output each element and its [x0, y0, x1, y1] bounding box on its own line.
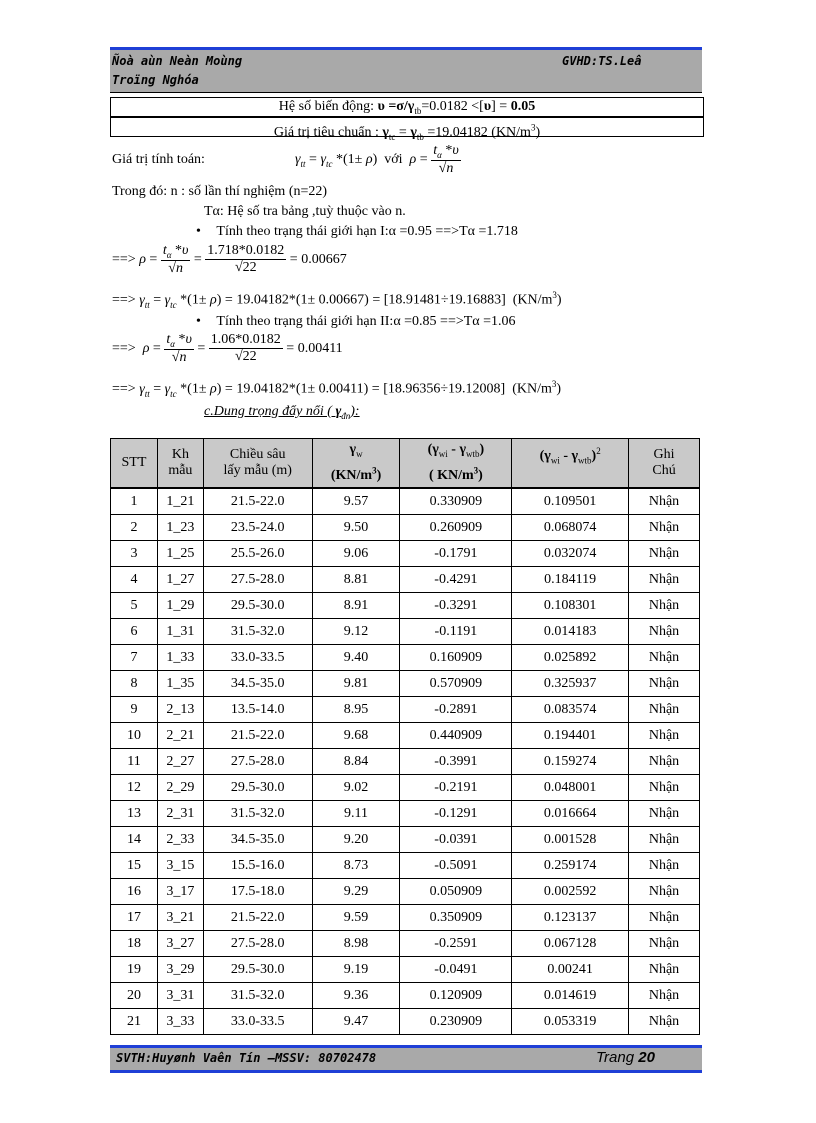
table-cell: 0.014619 [512, 983, 629, 1009]
bullet-dot: • [196, 314, 201, 329]
page-number: 20 [638, 1049, 655, 1066]
gamma-1: ==> $\gamma_{tt} = \gamma_{tc}$ *(1± ρ) = 19.04182*(1± 0.00667) = [18.91481÷19.16883] $(KN/m^3)$ [112, 290, 562, 310]
table-cell: 0.260909 [400, 515, 512, 541]
table-cell: 17 [111, 905, 158, 931]
table-cell: Nhận [629, 749, 700, 775]
table-cell: 34.5-35.0 [203, 827, 312, 853]
bullet-dot: • [196, 224, 201, 239]
table-cell: 12 [111, 775, 158, 801]
table-cell: 15 [111, 853, 158, 879]
table-cell: 29.5-30.0 [203, 775, 312, 801]
table-cell: 9.02 [312, 775, 400, 801]
table-cell: Nhận [629, 1009, 700, 1035]
table-cell: 3_29 [157, 957, 203, 983]
table-cell: 1_29 [157, 593, 203, 619]
table-cell: 1_33 [157, 645, 203, 671]
table-cell: 2_29 [157, 775, 203, 801]
table-cell: 9.36 [312, 983, 400, 1009]
table-cell: 29.5-30.0 [203, 593, 312, 619]
table-cell: Nhận [629, 827, 700, 853]
table-cell: 0.160909 [400, 645, 512, 671]
table-cell: 31.5-32.0 [203, 619, 312, 645]
table-cell: 0.068074 [512, 515, 629, 541]
rho-1: ==> ρ = $\frac{t_\alpha *\upsilon}{√n}$ = $\frac{1.718*0.0182}{√22}$ = 0.00667 [112, 243, 347, 276]
table-cell: 0.330909 [400, 488, 512, 515]
table-cell: 5 [111, 593, 158, 619]
table-cell: 8.98 [312, 931, 400, 957]
table-cell: 1_35 [157, 671, 203, 697]
table-cell: 11 [111, 749, 158, 775]
data-table [110, 438, 700, 1035]
table-cell: 23.5-24.0 [203, 515, 312, 541]
table-cell: 3_33 [157, 1009, 203, 1035]
table-cell: 9.68 [312, 723, 400, 749]
table-cell: 9.11 [312, 801, 400, 827]
table-cell: 7 [111, 645, 158, 671]
col-gamma-w: $\gamma_w$ $(KN/m^3)$ [312, 439, 400, 489]
footer-student: SVTH:Huyønh Vaên Tín –MSSV: 80702478 [116, 1051, 377, 1065]
table-cell: 27.5-28.0 [203, 749, 312, 775]
table-cell: 34.5-35.0 [203, 671, 312, 697]
table-row [111, 801, 700, 827]
table-cell: 9.81 [312, 671, 400, 697]
table-cell: 21.5-22.0 [203, 723, 312, 749]
table-cell: 9.57 [312, 488, 400, 515]
table-cell: -0.1291 [400, 801, 512, 827]
table-cell: 13.5-14.0 [203, 697, 312, 723]
rho-2: ==> ρ = $\frac{t_\alpha *\upsilon}{√n}$ = $\frac{1.06*0.0182}{√22}$ = 0.00411 [112, 332, 343, 365]
table-cell: 33.0-33.5 [203, 645, 312, 671]
table-cell: 21.5-22.0 [203, 488, 312, 515]
table-cell: Nhận [629, 775, 700, 801]
table-cell: -0.3991 [400, 749, 512, 775]
table-cell: 9.50 [312, 515, 400, 541]
bullet-2 [196, 314, 516, 330]
table-cell: 0.002592 [512, 879, 629, 905]
table-cell: 3_27 [157, 931, 203, 957]
table-cell: 2_33 [157, 827, 203, 853]
footer-page [596, 1049, 655, 1066]
table-cell: 27.5-28.0 [203, 567, 312, 593]
table-cell: 0.083574 [512, 697, 629, 723]
table-row [111, 593, 700, 619]
table-cell: 13 [111, 801, 158, 827]
table-cell: 1_23 [157, 515, 203, 541]
table-row [111, 1009, 700, 1035]
table-cell: -0.0391 [400, 827, 512, 853]
table-row [111, 983, 700, 1009]
table-cell: 4 [111, 567, 158, 593]
table-cell: -0.2191 [400, 775, 512, 801]
table-cell: 0.014183 [512, 619, 629, 645]
table-row [111, 515, 700, 541]
table-cell: 31.5-32.0 [203, 983, 312, 1009]
table-cell: 1_21 [157, 488, 203, 515]
table-cell: 1_27 [157, 567, 203, 593]
table-cell: 29.5-30.0 [203, 957, 312, 983]
table-cell: 0.570909 [400, 671, 512, 697]
table-cell: 21 [111, 1009, 158, 1035]
section-title: c.Dung trọng đẩy nổi ( $\gamma_{đn}$): [204, 404, 360, 421]
table-cell: 17.5-18.0 [203, 879, 312, 905]
table-row [111, 879, 700, 905]
table-cell: Nhận [629, 983, 700, 1009]
table-cell: 18 [111, 931, 158, 957]
table-cell: Nhận [629, 593, 700, 619]
table-cell: -0.1191 [400, 619, 512, 645]
gamma-2: ==> $\gamma_{tt} = \gamma_{tc}$ *(1± ρ) = 19.04182*(1± 0.00411) = [18.96356÷19.12008] $(KN/m^3)$ [112, 379, 562, 399]
table-cell: 9.12 [312, 619, 400, 645]
box-line-2 [110, 117, 704, 142]
table-cell: 0.108301 [512, 593, 629, 619]
table-cell: 25.5-26.0 [203, 541, 312, 567]
table-cell: 9 [111, 697, 158, 723]
table-cell: 19 [111, 957, 158, 983]
table-cell: 9.47 [312, 1009, 400, 1035]
header-left-line1: Ñoà aùn Neàn Moùng [112, 54, 243, 68]
table-cell: -0.2591 [400, 931, 512, 957]
table-cell: 0.001528 [512, 827, 629, 853]
table-cell: 0.050909 [400, 879, 512, 905]
col-chieu-sau: Chiều sâu lấy mẫu (m) [203, 439, 312, 489]
col-kh-mau: Kh mẫu [157, 439, 203, 489]
table-cell: Nhận [629, 723, 700, 749]
table-cell: 20 [111, 983, 158, 1009]
table-cell: 0.025892 [512, 645, 629, 671]
col-diff-sq: $(\gamma_{wi} - \gamma_{wtb})^2$ [512, 439, 629, 489]
table-cell: 1_25 [157, 541, 203, 567]
table-cell: 8.91 [312, 593, 400, 619]
table-cell: 9.20 [312, 827, 400, 853]
table-cell: 2_13 [157, 697, 203, 723]
table-cell: Nhận [629, 671, 700, 697]
table-cell: Nhận [629, 905, 700, 931]
table-cell: 8.84 [312, 749, 400, 775]
table-row [111, 723, 700, 749]
table-cell: 0.259174 [512, 853, 629, 879]
page-label: Trang [596, 1049, 635, 1066]
table-cell: 8.95 [312, 697, 400, 723]
table-cell: 9.40 [312, 645, 400, 671]
table-cell: Nhận [629, 619, 700, 645]
table-row [111, 853, 700, 879]
table-cell: 3 [111, 541, 158, 567]
table-cell: 0.00241 [512, 957, 629, 983]
table-cell: -0.0491 [400, 957, 512, 983]
table-cell: 0.123137 [512, 905, 629, 931]
table-row [111, 567, 700, 593]
table-row [111, 619, 700, 645]
table-cell: 0.032074 [512, 541, 629, 567]
table-row [111, 749, 700, 775]
table-row [111, 645, 700, 671]
table-cell: 9.19 [312, 957, 400, 983]
table-row [111, 697, 700, 723]
table-cell: 0.230909 [400, 1009, 512, 1035]
table-cell: 6 [111, 619, 158, 645]
bullet-1 [196, 224, 518, 240]
table-cell: Nhận [629, 697, 700, 723]
col-diff: $(\gamma_{wi} - \gamma_{wtb})$ ( $KN/m^3$) [400, 439, 512, 489]
gia-tri-tinh-toan-label: Giá trị tính toán: [112, 152, 205, 167]
table-row [111, 671, 700, 697]
table-cell: -0.5091 [400, 853, 512, 879]
table-cell: Nhận [629, 931, 700, 957]
table-row [111, 827, 700, 853]
table-cell: 9.29 [312, 879, 400, 905]
table-cell: 0.109501 [512, 488, 629, 515]
header-right: GVHD:TS.Leâ [562, 54, 642, 68]
table-cell: 16 [111, 879, 158, 905]
table-cell: 15.5-16.0 [203, 853, 312, 879]
header-left-line2: Troïng Nghóa [112, 73, 199, 87]
footer-bottom-line [110, 1070, 702, 1073]
table-cell: Nhận [629, 541, 700, 567]
trong-do: Trong đó: n : số lần thí nghiệm (n=22) [112, 184, 328, 199]
col-stt: STT [111, 439, 158, 489]
table-row [111, 488, 700, 515]
table-cell: -0.4291 [400, 567, 512, 593]
col-ghi-chu: Ghi Chú [629, 439, 700, 489]
table-cell: 0.016664 [512, 801, 629, 827]
table-cell: 0.325937 [512, 671, 629, 697]
table-cell: 31.5-32.0 [203, 801, 312, 827]
table-cell: -0.2891 [400, 697, 512, 723]
table-cell: 8.73 [312, 853, 400, 879]
table-cell: Nhận [629, 645, 700, 671]
table-cell: 3_17 [157, 879, 203, 905]
table-cell: 0.120909 [400, 983, 512, 1009]
table-cell: 3_31 [157, 983, 203, 1009]
table-cell: 9.06 [312, 541, 400, 567]
table-cell: 8.81 [312, 567, 400, 593]
table-cell: 0.184119 [512, 567, 629, 593]
table-cell: 27.5-28.0 [203, 931, 312, 957]
table-cell: 33.0-33.5 [203, 1009, 312, 1035]
table-cell: 0.159274 [512, 749, 629, 775]
box-line-1 [110, 97, 704, 117]
table-cell: 0.067128 [512, 931, 629, 957]
table-cell: 0.048001 [512, 775, 629, 801]
table-row [111, 775, 700, 801]
table-cell: -0.1791 [400, 541, 512, 567]
table-cell: 3_21 [157, 905, 203, 931]
table-cell: Nhận [629, 515, 700, 541]
table-cell: 0.053319 [512, 1009, 629, 1035]
table-cell: Nhận [629, 879, 700, 905]
header-bottom-line [110, 92, 702, 93]
table-cell: 0.440909 [400, 723, 512, 749]
table-cell: 8 [111, 671, 158, 697]
table-cell: 1 [111, 488, 158, 515]
table-cell: Nhận [629, 853, 700, 879]
table-cell: 9.59 [312, 905, 400, 931]
table-header-row [111, 439, 700, 489]
table-cell: 2_21 [157, 723, 203, 749]
table-cell: Nhận [629, 801, 700, 827]
bullet-1-text: Tính theo trạng thái giới hạn I:α =0.95 ==>Tα =1.718 [216, 224, 518, 239]
table-row [111, 541, 700, 567]
table-cell: 1_31 [157, 619, 203, 645]
table-cell: 21.5-22.0 [203, 905, 312, 931]
table-cell: 14 [111, 827, 158, 853]
ta-note: Tα: Hệ số tra bảng ,tuỳ thuộc vào n. [204, 204, 406, 219]
table-cell: Nhận [629, 567, 700, 593]
table-row [111, 931, 700, 957]
table-row [111, 957, 700, 983]
table-row [111, 905, 700, 931]
table-cell: -0.3291 [400, 593, 512, 619]
bullet-2-text: Tính theo trạng thái giới hạn II:α =0.85 ==>Tα =1.06 [216, 314, 516, 329]
table-cell: 2 [111, 515, 158, 541]
table-cell: Nhận [629, 957, 700, 983]
gia-tri-tieu-chuan: Giá trị tiêu chuẩn : $\gamma_{tc} = \gamma_{tb} =19.04182$ $(KN/m^3)$ [273, 122, 541, 142]
table-cell: 10 [111, 723, 158, 749]
he-so-bien-dong: Hệ số biến động: $\upsilon =\sigma/\gamma_{tb}=0.0182 <[\upsilon] = 0.05$ [278, 99, 536, 116]
table-cell: 2_27 [157, 749, 203, 775]
table-cell: Nhận [629, 488, 700, 515]
table-cell: 0.194401 [512, 723, 629, 749]
table-cell: 0.350909 [400, 905, 512, 931]
table-cell: 2_31 [157, 801, 203, 827]
gia-tri-tinh-toan-formula: $\gamma_{tt} = \gamma_{tc}$ *(1± ρ) với ρ = $\frac{t_\alpha *\upsilon}{√n}$ [295, 143, 459, 176]
table-cell: 3_15 [157, 853, 203, 879]
